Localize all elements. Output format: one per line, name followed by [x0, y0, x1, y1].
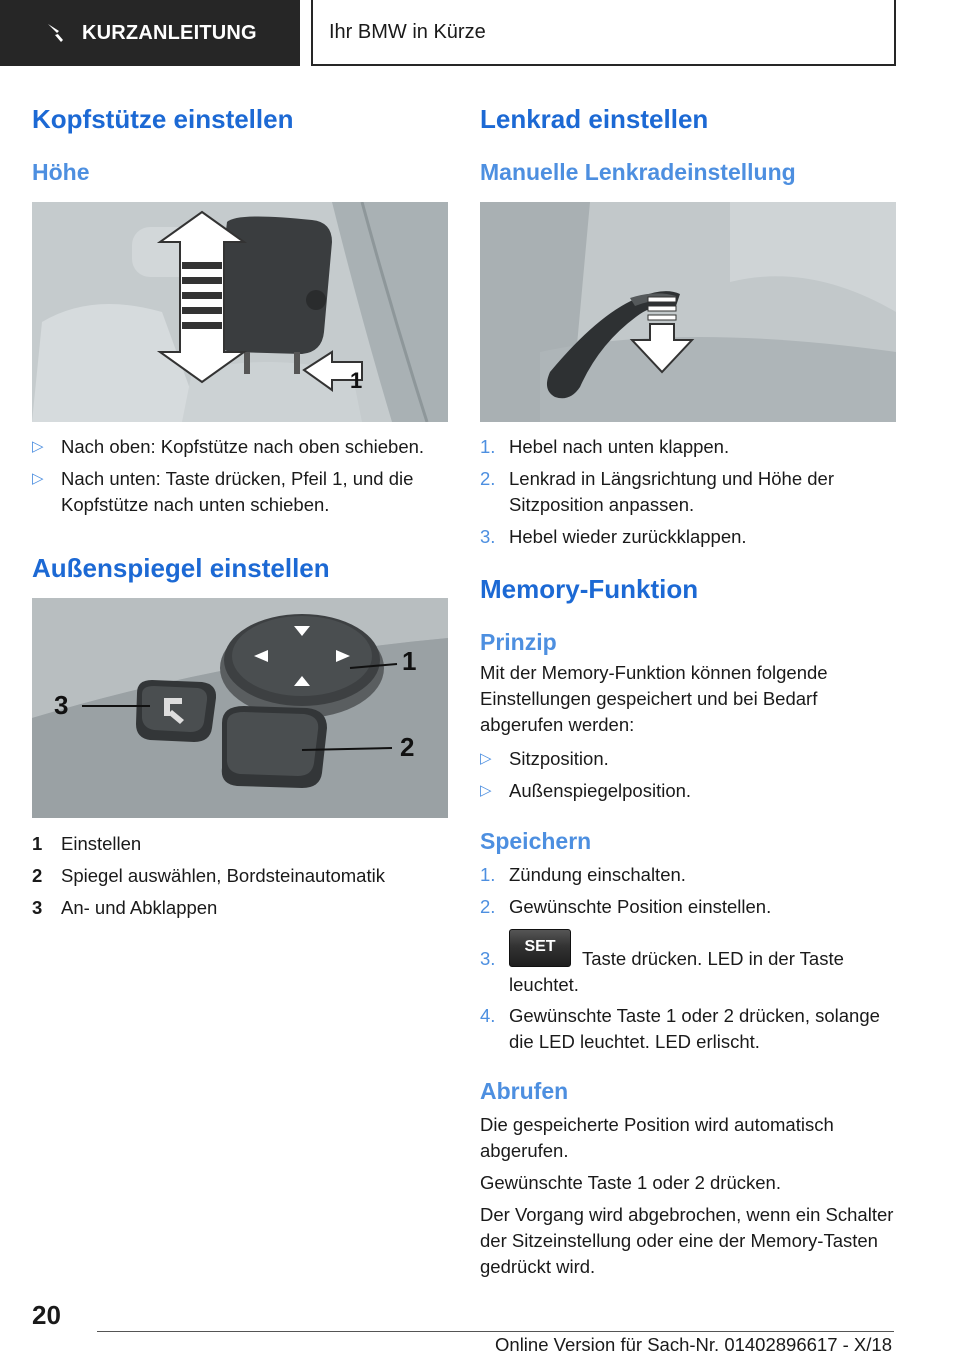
recall-text-2: Gewünschte Taste 1 oder 2 drücken. [480, 1172, 781, 1193]
set-button-icon: SET [509, 929, 571, 967]
save-subheading: Speichern [480, 828, 592, 854]
section-tab-label: KURZANLEITUNG [82, 21, 257, 44]
list-item: 3. Hebel wieder zurückklappen. [480, 526, 747, 547]
list-item: ▷ Außenspiegelposition. [480, 778, 898, 804]
section-tab[interactable] [0, 0, 300, 66]
list-item: 1. Zündung einschalten. [480, 864, 686, 885]
legend-item: 1 Einstellen [32, 833, 142, 854]
memory-heading: Memory-Funktion [480, 574, 699, 604]
list-item: 2. Lenkrad in Längsrichtung und Höhe der Sitzposition anpassen. [480, 468, 835, 515]
headrest-illustration [32, 202, 448, 422]
online-version-note: Online Version für Sach-Nr. 01402896617 - X/18 [495, 1334, 892, 1355]
quick-guide-icon [44, 21, 68, 45]
triangle-bullet-icon: ▷ [32, 438, 44, 455]
triangle-bullet-icon: ▷ [480, 750, 492, 767]
list-item: Taste drücken. LED in der Taste leuchtet. [509, 948, 844, 995]
steering-heading: Lenkrad einstellen [480, 104, 709, 134]
height-subheading: Höhe [32, 159, 90, 185]
headrest-label-1: 1 [350, 368, 363, 393]
list-item: 2. Gewünschte Position einstellen. [480, 896, 772, 917]
mirror-label-1: 1 [402, 646, 417, 676]
list-item: 1. Hebel nach unten klappen. [480, 436, 730, 457]
principle-subheading: Prinzip [480, 629, 557, 655]
mirror-control-illustration [32, 598, 448, 818]
chapter-title-text: Ihr BMW in Kürze [329, 20, 486, 43]
mirror-heading: Außenspiegel einstellen [32, 553, 330, 583]
triangle-bullet-icon: ▷ [480, 782, 492, 799]
list-item: ▷ Nach unten: Taste drücken, Pfeil 1, und die Kopfstütze nach unten schieben. [32, 468, 414, 515]
page-number: 20 [32, 1300, 61, 1330]
recall-subheading: Abrufen [480, 1078, 569, 1104]
legend-item: 2 Spiegel auswählen, Bordsteinautomatik [32, 865, 385, 886]
footer-divider [97, 1331, 894, 1332]
list-item: ▷ Nach oben: Kopfstütze nach oben schieben. [32, 434, 448, 460]
mirror-label-3: 3 [54, 690, 69, 720]
triangle-bullet-icon: ▷ [32, 470, 44, 487]
principle-text: Mit der Memory-Funktion können folgende Einstellungen gespeichert und bei Bedarf abgerufen werden: [480, 662, 828, 735]
steering-lever-illustration [480, 202, 896, 422]
list-item: ▷ Sitzposition. [480, 746, 898, 772]
mirror-label-2: 2 [400, 732, 415, 762]
recall-text-3: Der Vorgang wird abgebrochen, wenn ein Schalter der Sitzeinstellung oder eine der Memory-Tasten gedrückt wird. [480, 1204, 894, 1277]
headrest-heading: Kopfstütze einstellen [32, 104, 294, 134]
legend-item: 3 An- und Abklappen [32, 897, 218, 918]
chapter-title [311, 0, 896, 66]
recall-text-1: Die gespeicherte Position wird automatisch abgerufen. [480, 1114, 834, 1161]
list-item: 4. Gewünschte Taste 1 oder 2 drücken, solange die LED leuchtet. LED erlischt. [480, 1005, 880, 1052]
manual-subheading: Manuelle Lenkradeinstellung [480, 159, 796, 185]
